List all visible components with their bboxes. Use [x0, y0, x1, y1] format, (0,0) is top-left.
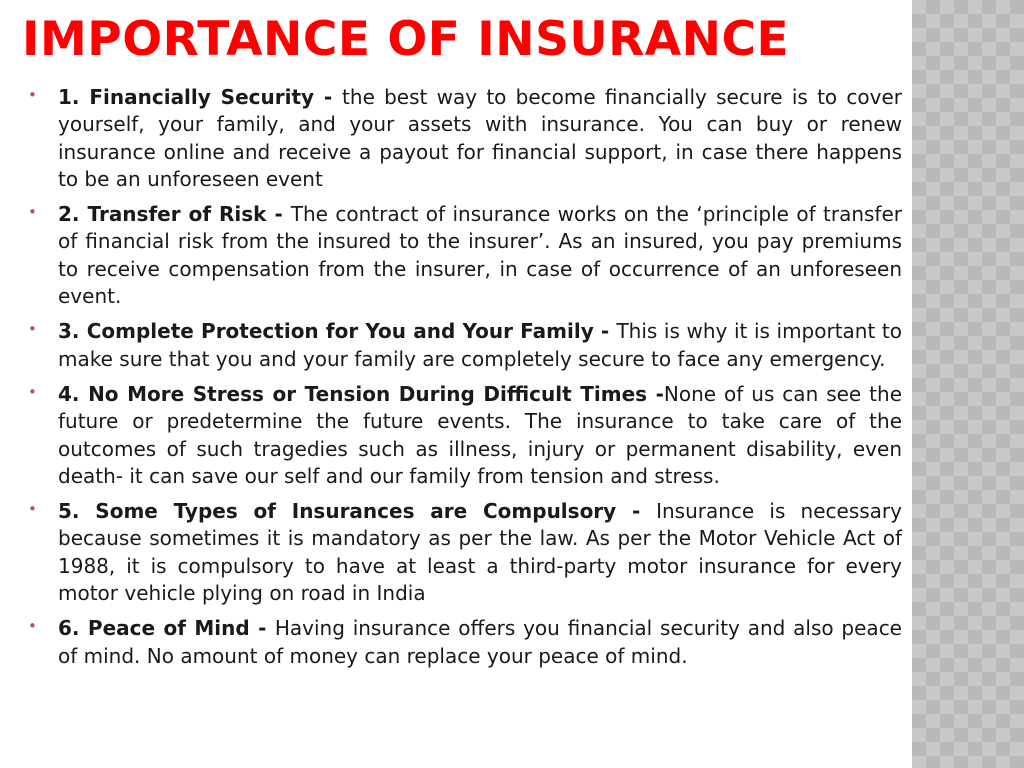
- point-heading: 1. Financially Security -: [58, 85, 343, 109]
- point-text: The contract of insurance works on the ‘principle of transfer of financial risk from the insured to the insurer’. As an insured, you pay premiums to receive compensation from the insurer, in case of occurrence of an unforeseen event.: [58, 202, 902, 309]
- list-item: [28, 381, 902, 490]
- list-item: [28, 84, 902, 193]
- point-text: Insurance is necessary because sometimes it is mandatory as per the law. As per the Motor Vehicle Act of 1988, it is compulsory to have at least a third-party motor insurance for every motor vehicle plying on road in India: [58, 499, 902, 606]
- bullet-icon: •: [28, 320, 37, 339]
- point-heading: 4. No More Stress or Tension During Difficult Times -: [58, 381, 664, 406]
- bullet-icon: •: [28, 86, 37, 104]
- point-heading: 3. Complete Protection for You and Your Family -: [58, 319, 617, 344]
- decorative-side-pattern: [912, 0, 1024, 768]
- bullet-icon: •: [28, 382, 37, 401]
- point-heading: 2. Transfer of Risk -: [58, 202, 291, 227]
- list-item: [28, 318, 902, 373]
- slide-title: IMPORTANCE OF INSURANCE: [22, 12, 790, 67]
- point-text: Having insurance offers you financial security and also peace of mind. No amount of money can replace your peace of mind.: [58, 616, 902, 668]
- bullet-icon: •: [28, 617, 37, 636]
- bullet-icon: •: [28, 500, 37, 519]
- point-heading: 5. Some Types of Insurances are Compulsory -: [58, 499, 657, 524]
- point-heading: 6. Peace of Mind -: [58, 616, 275, 641]
- list-item: [28, 201, 902, 310]
- list-item: [28, 498, 902, 607]
- point-text: the best way to become financially secure is to cover yourself, your family, and your assets with insurance. You can buy or renew insurance online and receive a payout for financial support, in case there happens to be an unforeseen event: [58, 85, 902, 191]
- bullet-list: [28, 84, 902, 678]
- point-text: None of us can see the future or predetermine the future events. The insurance to take care of the outcomes of such tragedies such as illness, injury or permanent disability, even death- it can save our self and our family from tension and stress.: [58, 381, 902, 488]
- point-text: This is why it is important to make sure that you and your family are completely secure to face any emergency.: [58, 319, 902, 371]
- list-item: [28, 615, 902, 670]
- bullet-icon: •: [28, 203, 37, 222]
